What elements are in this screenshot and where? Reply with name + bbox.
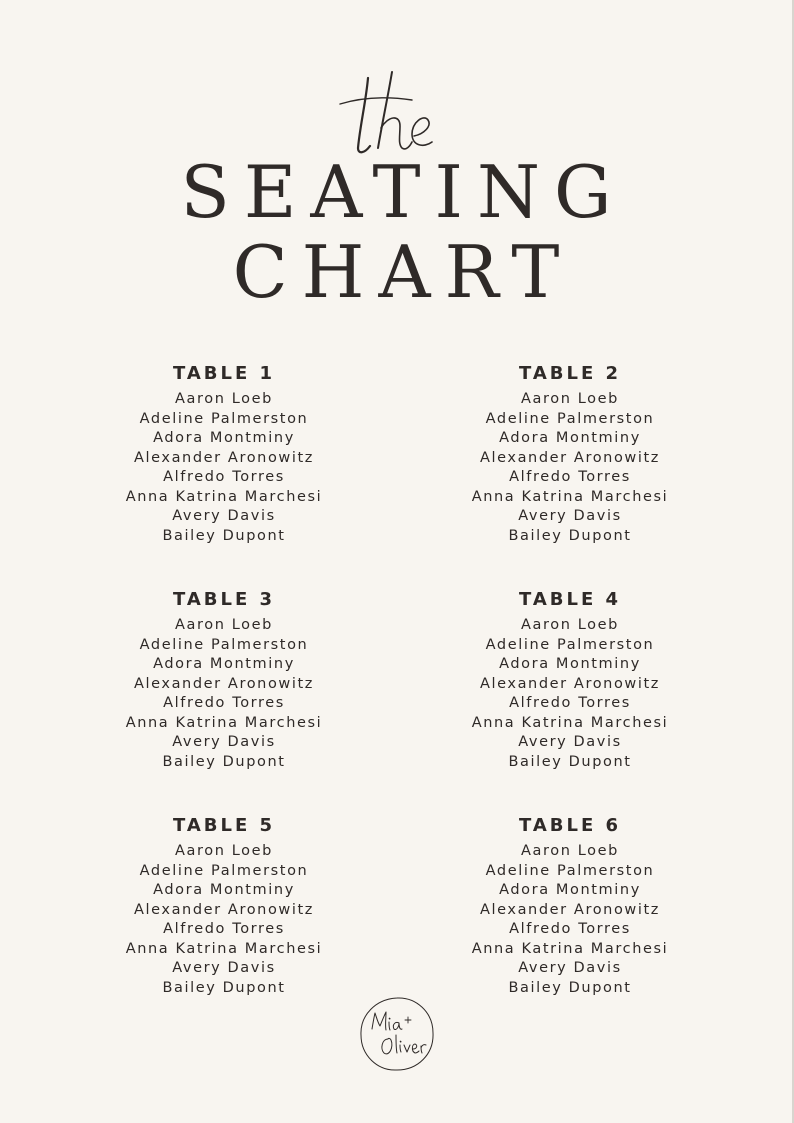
- guest-name: Aaron Loeb: [175, 617, 273, 633]
- guest-name: Adeline Palmerston: [485, 410, 655, 427]
- table-block-4: [397, 586, 743, 812]
- table-title: TABLE 3: [172, 589, 276, 610]
- guest-name: Bailey Dupont: [162, 753, 286, 770]
- guest-name: Alexander Aronowitz: [479, 675, 661, 692]
- title-line-seating: SEATING: [180, 150, 626, 234]
- guest-name: Adora Montminy: [499, 430, 641, 446]
- guest-name: Alfredo Torres: [509, 469, 631, 485]
- guest-name: Aaron Loeb: [521, 843, 619, 859]
- guest-name: Adeline Palmerston: [485, 636, 655, 653]
- guest-name: Avery Davis: [518, 960, 622, 976]
- guest-name: Alexander Aronowitz: [133, 675, 315, 692]
- guest-name: Avery Davis: [172, 508, 276, 524]
- table-block-3: [51, 586, 397, 812]
- table-title: TABLE 2: [518, 363, 622, 384]
- guest-name: Alfredo Torres: [163, 695, 285, 711]
- table-block-2: [397, 360, 743, 586]
- guest-name: Alfredo Torres: [509, 695, 631, 711]
- table-block-1: [51, 360, 397, 586]
- table-title: TABLE 6: [518, 815, 622, 836]
- guest-name: Anna Katrina Marchesi: [125, 714, 323, 731]
- script-word-the: [0, 56, 794, 156]
- guest-name: Adeline Palmerston: [485, 862, 655, 879]
- guest-name: Adeline Palmerston: [139, 862, 309, 879]
- guest-name: Anna Katrina Marchesi: [471, 714, 669, 731]
- table-title: TABLE 4: [518, 589, 622, 610]
- guest-name: Alexander Aronowitz: [133, 449, 315, 466]
- guest-name: Avery Davis: [518, 734, 622, 750]
- guest-name: Anna Katrina Marchesi: [125, 488, 323, 505]
- table-title: TABLE 1: [172, 363, 276, 384]
- guest-name: Adeline Palmerston: [139, 410, 309, 427]
- table-block-6: [397, 812, 743, 1038]
- guest-name: Avery Davis: [172, 960, 276, 976]
- guest-name: Bailey Dupont: [162, 979, 286, 996]
- guest-name: Avery Davis: [518, 508, 622, 524]
- table-block-5: [51, 812, 397, 1038]
- monogram-logo: [358, 995, 436, 1073]
- guest-name: Aaron Loeb: [175, 843, 273, 859]
- guest-name: Bailey Dupont: [508, 753, 632, 770]
- guest-name: Alfredo Torres: [163, 921, 285, 937]
- table-title: TABLE 5: [172, 815, 276, 836]
- guest-name: Anna Katrina Marchesi: [471, 940, 669, 957]
- guest-name: Aaron Loeb: [521, 617, 619, 633]
- guest-name: Adora Montminy: [153, 656, 295, 672]
- guest-name: Alfredo Torres: [509, 921, 631, 937]
- title-line-chart: CHART: [232, 230, 574, 314]
- guest-name: Adora Montminy: [499, 882, 641, 898]
- tables-grid: [51, 360, 743, 1038]
- guest-name: Anna Katrina Marchesi: [125, 940, 323, 957]
- guest-name: Adora Montminy: [153, 430, 295, 446]
- guest-name: Adora Montminy: [499, 656, 641, 672]
- guest-name: Alfredo Torres: [163, 469, 285, 485]
- guest-name: Aaron Loeb: [521, 391, 619, 407]
- guest-name: Adora Montminy: [153, 882, 295, 898]
- guest-name: Anna Katrina Marchesi: [471, 488, 669, 505]
- guest-name: Bailey Dupont: [508, 979, 632, 996]
- guest-name: Alexander Aronowitz: [133, 901, 315, 918]
- guest-name: Bailey Dupont: [508, 527, 632, 544]
- guest-name: Adeline Palmerston: [139, 636, 309, 653]
- guest-name: Avery Davis: [172, 734, 276, 750]
- guest-name: Alexander Aronowitz: [479, 901, 661, 918]
- guest-name: Bailey Dupont: [162, 527, 286, 544]
- guest-name: Alexander Aronowitz: [479, 449, 661, 466]
- guest-name: Aaron Loeb: [175, 391, 273, 407]
